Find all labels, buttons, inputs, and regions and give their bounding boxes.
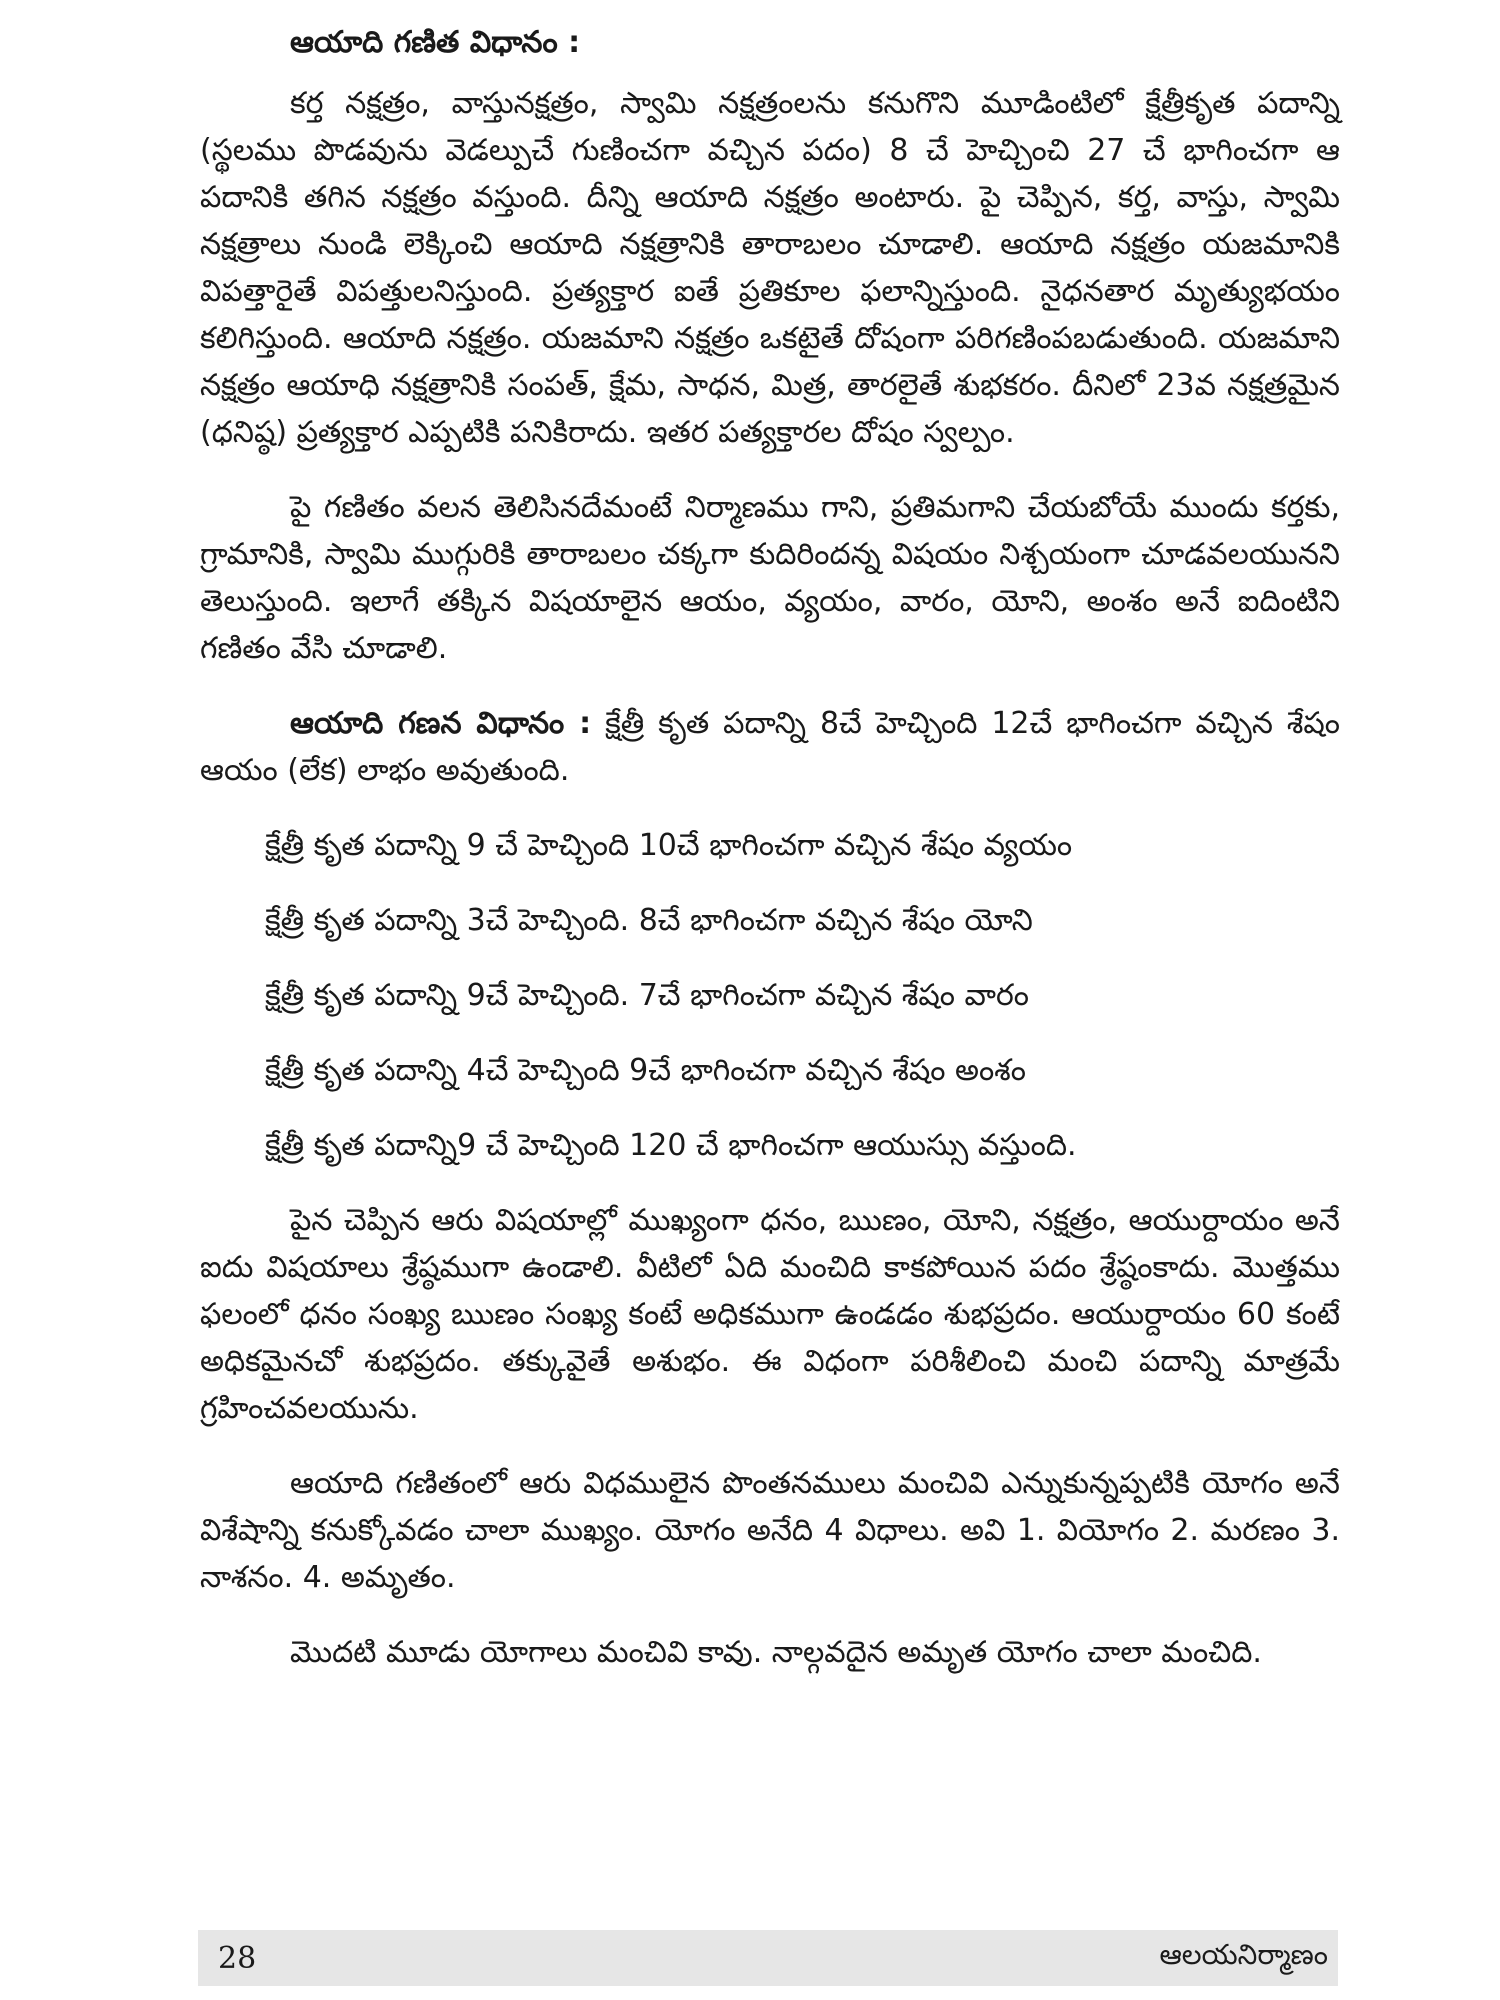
page-footer	[198, 1930, 1338, 1986]
section-heading: ఆయాది గణిత విధానం :	[290, 25, 581, 60]
rule-item: క్షేత్రీ కృత పదాన్ని 9 చే హెచ్చింది 10చే భాగించగా వచ్చిన శేషం వ్యయం	[265, 828, 1073, 863]
paragraph: ఆయాది గణితంలో ఆరు విధములైన పొంతనములు మంచివి ఎన్నుకున్నప్పటికి యోగం అనే విశేషాన్ని కనుక్కోవడం చాలా ముఖ్యం. యోగం అనేది 4 విధాలు. అవి 1. వియోగం 2. మరణం 3. నాశనం. 4. అమృతం.	[200, 1466, 1340, 1595]
rule-item: క్షేత్రీ కృత పదాన్ని 3చే హెచ్చింది. 8చే భాగించగా వచ్చిన శేషం యోని	[265, 903, 1033, 938]
paragraph: పైన చెప్పిన ఆరు విషయాల్లో ముఖ్యంగా ధనం, ఋణం, యోని, నక్షత్రం, ఆయుర్దాయం అనే ఐదు విషయాలు శ్రేష్ఠముగా ఉండాలి. వీటిలో ఏది మంచిది కాకపోయిన పదం శ్రేష్ఠంకాదు. మొత్తము ఫలంలో ధనం సంఖ్య ఋణం సంఖ్య కంటే అధికముగా ఉండడం శుభప్రదం. ఆయుర్దాయం 60 కంటే అధికమైనచో శుభప్రదం. తక్కువైతే అశుభం. ఈ విధంగా పరిశీలించి మంచి పదాన్ని మాత్రమే గ్రహించవలయును.	[200, 1203, 1340, 1426]
page-number: 28	[218, 1940, 257, 1976]
paragraph: కర్త నక్షత్రం, వాస్తునక్షత్రం, స్వామి నక్షత్రంలను కనుగొని మూడింటిలో క్షేత్రీకృత పదాన్ని (స్థలము పొడవును వెడల్పుచే గుణించగా వచ్చిన పదం) 8 చే హెచ్చించి 27 చే భాగించగా ఆ పదానికి తగిన నక్షత్రం వస్తుంది. దీన్ని ఆయాది నక్షత్రం అంటారు. పై చెప్పిన, కర్త, వాస్తు, స్వామి నక్షత్రాలు నుండి లెక్కించి ఆయాది నక్షత్రానికి తారాబలం చూడాలి. ఆయాది నక్షత్రం యజమానికి విపత్తారైతే విపత్తులనిస్తుంది. ప్రత్యక్తార ఐతే ప్రతికూల ఫలాన్నిస్తుంది. నైధనతార మృత్యుభయం కలిగిస్తుంది. ఆయాది నక్షత్రం. యజమాని నక్షత్రం ఒకటైతే దోషంగా పరిగణింపబడుతుంది. యజమాని నక్షత్రం ఆయాధి నక్షత్రానికి సంపత్, క్షేమ, సాధన, మిత్ర, తారలైతే శుభకరం. దీనిలో 23వ నక్షత్రమైన (ధనిష్ఠ) ప్రత్యక్తార ఎప్పటికి పనికిరాదు. ఇతర పత్యక్తారల దోషం స్వల్పం.	[200, 86, 1340, 450]
paragraph: పై గణితం వలన తెలిసినదేమంటే నిర్మాణము గాని, ప్రతిమగాని చేయబోయే ముందు కర్తకు, గ్రామానికి, స్వామి ముగ్గురికి తారాబలం చక్కగా కుదిరిందన్న విషయం నిశ్చయంగా చూడవలయునని తెలుస్తుంది. ఇలాగే తక్కిన విషయాలైన ఆయం, వ్యయం, వారం, యోని, అంశం అనే ఐదింటిని గణితం వేసి చూడాలి.	[200, 490, 1340, 666]
rule-item: క్షేత్రీ కృత పదాన్ని 4చే హెచ్చింది 9చే భాగించగా వచ్చిన శేషం అంశం	[265, 1053, 1026, 1088]
ayadi-paragraph	[200, 700, 1340, 794]
book-title: ఆలయనిర్మాణం	[1159, 1938, 1328, 1971]
rule-item: క్షేత్రీ కృత పదాన్ని9 చే హెచ్చింది 120 చే భాగించగా ఆయుస్సు వస్తుంది.	[265, 1128, 1077, 1163]
paragraph: మొదటి మూడు యోగాలు మంచివి కావు. నాల్గవదైన అమృత యోగం చాలా మంచిది.	[290, 1635, 1262, 1670]
rule-item: క్షేత్రీ కృత పదాన్ని 9చే హెచ్చింది. 7చే భాగించగా వచ్చిన శేషం వారం	[265, 978, 1029, 1013]
ayadi-lead: ఆయాది గణన విధానం :	[290, 706, 592, 741]
rule-list	[200, 822, 1340, 1169]
page-body	[200, 20, 1340, 1704]
ayadi-text: క్షేత్రీ కృత పదాన్ని 8చే హెచ్చింది 12చే భాగించగా వచ్చిన శేషం ఆయం (లేక) లాభం అవుతుంది.	[200, 706, 1340, 788]
